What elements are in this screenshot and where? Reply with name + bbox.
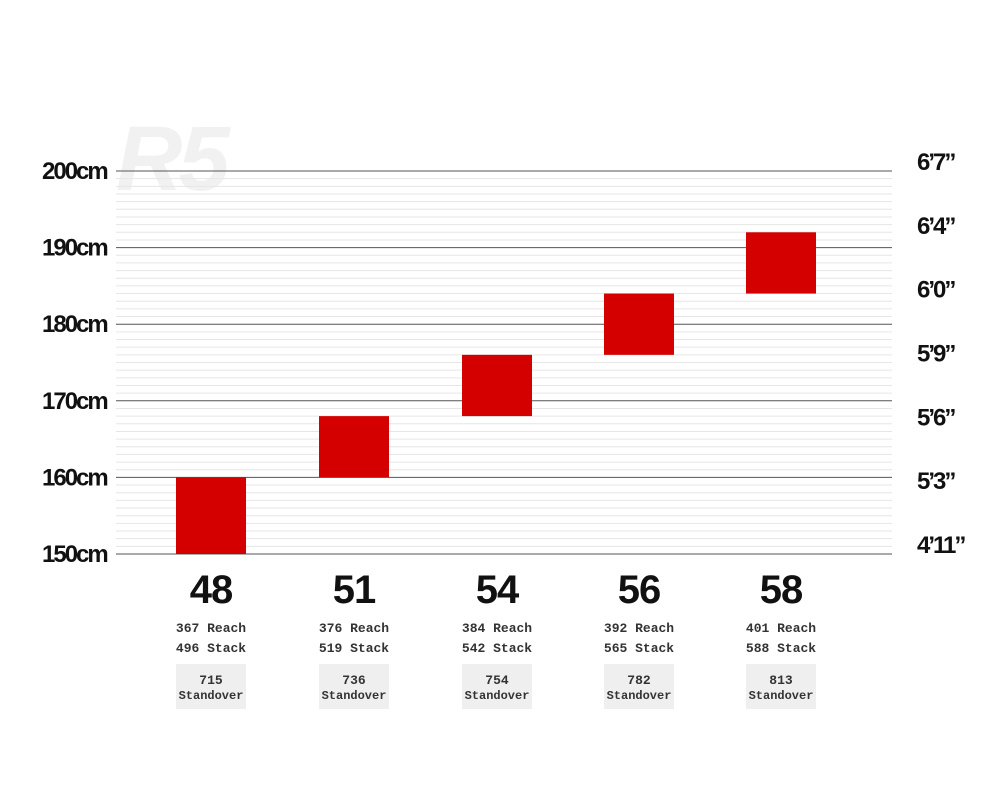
size-label: 58 [759,568,803,612]
right-tick-label: 5’3” [917,468,955,496]
left-tick-label: 190cm [42,234,107,262]
size-label: 51 [332,568,376,612]
right-tick-label: 6’7” [917,149,955,176]
left-tick-label: 200cm [42,158,107,185]
right-tick-label: 4’11” [917,532,965,559]
size-bar-48 [176,477,246,554]
stack-value: 496 Stack [175,641,247,656]
reach-value: 401 Reach [745,621,817,636]
size-bar-56 [604,294,674,355]
size-label: 54 [475,568,519,612]
standover-value: 813 [769,673,793,688]
stack-value: 565 Stack [603,641,675,656]
left-axis-labels [42,158,107,568]
right-tick-label: 6’4” [917,212,955,240]
size-bar-58 [746,232,816,293]
standover-label: Standover [178,689,244,703]
r5-watermark: R5 [116,108,226,210]
standover-label: Standover [606,689,672,703]
right-tick-label: 6’0” [917,276,955,304]
standover-label: Standover [321,689,387,703]
size-bar-51 [319,416,389,477]
size-label: 56 [617,568,661,612]
right-tick-label: 5’6” [917,404,955,432]
reach-value: 384 Reach [461,621,533,636]
left-tick-label: 170cm [42,387,107,415]
left-tick-label: 160cm [42,464,107,492]
reach-value: 367 Reach [175,621,247,636]
size-labels [176,568,816,709]
standover-label: Standover [464,689,530,703]
reach-value: 392 Reach [603,621,675,636]
left-tick-label: 150cm [42,541,107,568]
stack-value: 542 Stack [461,641,533,656]
left-tick-label: 180cm [42,311,107,339]
stack-value: 519 Stack [318,641,390,656]
standover-value: 782 [627,673,651,688]
standover-value: 736 [342,673,366,688]
standover-value: 715 [199,673,223,688]
reach-value: 376 Reach [318,621,390,636]
stack-value: 588 Stack [745,641,817,656]
size-bar-54 [462,355,532,416]
standover-value: 754 [485,673,509,688]
standover-label: Standover [748,689,814,703]
size-label: 48 [189,568,233,612]
right-tick-label: 5’9” [917,340,955,368]
right-axis-labels [917,149,965,559]
